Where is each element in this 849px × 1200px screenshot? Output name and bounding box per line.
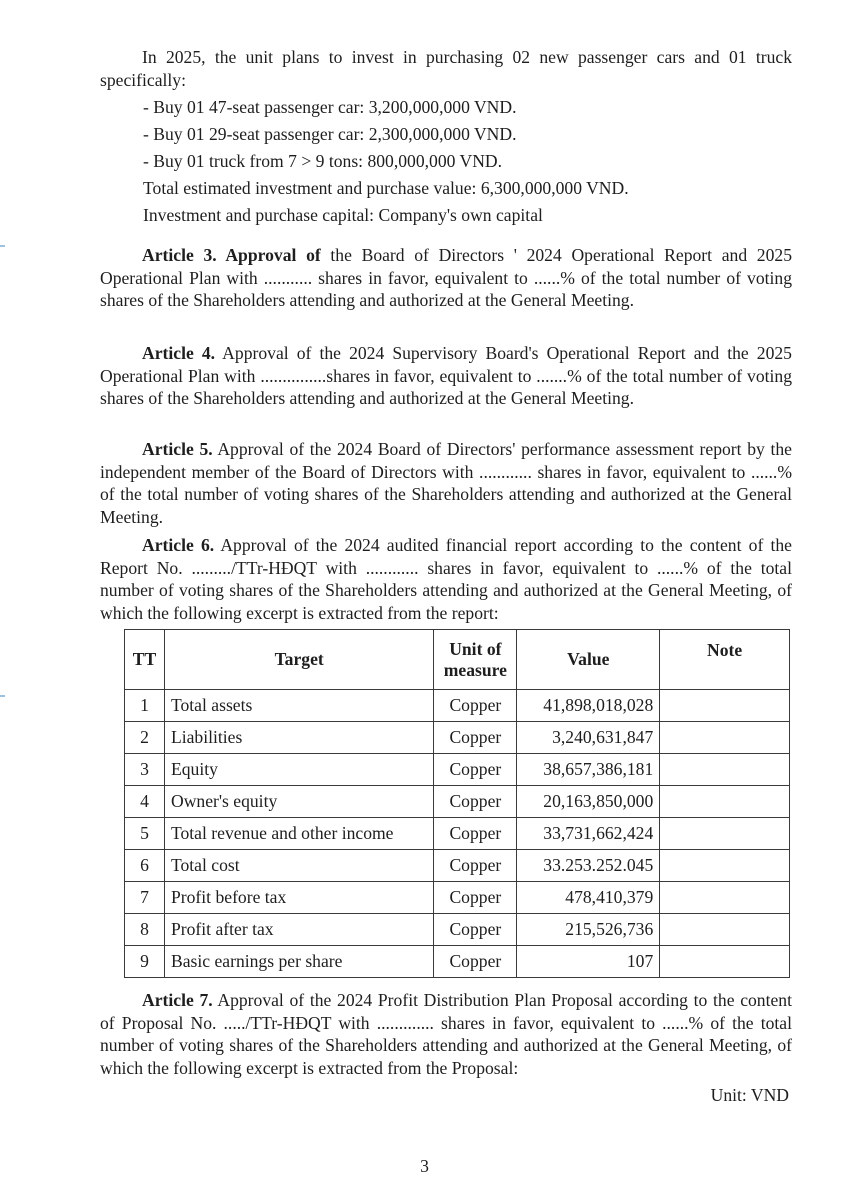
purchase-item: - Buy 01 truck from 7 > 9 tons: 800,000,000 VND. bbox=[143, 151, 503, 171]
row-target-cell: Total revenue and other income bbox=[164, 818, 433, 850]
table-row bbox=[125, 690, 790, 722]
total-investment: Total estimated investment and purchase value: 6,300,000,000 VND. bbox=[143, 178, 629, 198]
header-unit bbox=[434, 630, 517, 690]
row-value-cell: 38,657,386,181 bbox=[517, 754, 660, 786]
row-target-cell: Owner's equity bbox=[164, 786, 433, 818]
header-unit-line2: measure bbox=[443, 659, 507, 680]
table-row bbox=[125, 754, 790, 786]
purchase-item: - Buy 01 29-seat passenger car: 2,300,000,000 VND. bbox=[143, 124, 517, 144]
header-unit-line1: Unit of bbox=[449, 638, 502, 659]
purchase-item: - Buy 01 47-seat passenger car: 3,200,000,000 VND. bbox=[143, 97, 517, 117]
row-unit-cell: Copper bbox=[434, 722, 517, 754]
article-6-text: Approval of the 2024 audited financial report according to the content of the Report No. ........./TTr-HĐQT with ............ shares in favor, equivalent to ......% of the total number of voting shares of the Shareholders attending and authorized at the General Meeting, of which the following excerpt is extracted from the report: bbox=[100, 535, 792, 623]
row-note-cell bbox=[660, 914, 790, 946]
row-note-cell bbox=[660, 722, 790, 754]
article-4-heading: Article 4. bbox=[142, 343, 216, 363]
table-row bbox=[125, 946, 790, 978]
article-3 bbox=[100, 244, 792, 312]
table-header-row bbox=[125, 630, 790, 690]
row-note-cell bbox=[660, 786, 790, 818]
row-unit-cell: Copper bbox=[434, 818, 517, 850]
row-unit-cell: Copper bbox=[434, 946, 517, 978]
row-value-cell: 33,731,662,424 bbox=[517, 818, 660, 850]
article-4-text: Approval of the 2024 Supervisory Board's Operational Report and the 2025 Operational Plan with ...............shares in favor, equivalent to .......% of the total number of voting shares of the Shareholders attending and authorized at the General Meeting. bbox=[100, 343, 792, 408]
row-target-cell: Basic earnings per share bbox=[164, 946, 433, 978]
row-tt-cell: 3 bbox=[125, 754, 165, 786]
row-tt-cell: 4 bbox=[125, 786, 165, 818]
table-row bbox=[125, 882, 790, 914]
row-unit-cell: Copper bbox=[434, 914, 517, 946]
article-7-heading: Article 7. bbox=[142, 990, 213, 1010]
row-note-cell bbox=[660, 818, 790, 850]
row-target-cell: Total assets bbox=[164, 690, 433, 722]
row-value-cell: 33.253.252.045 bbox=[517, 850, 660, 882]
row-target-cell: Profit after tax bbox=[164, 914, 433, 946]
article-5 bbox=[100, 438, 792, 528]
header-note: Note bbox=[660, 630, 790, 690]
row-value-cell: 478,410,379 bbox=[517, 882, 660, 914]
row-unit-cell: Copper bbox=[434, 882, 517, 914]
row-tt-cell: 5 bbox=[125, 818, 165, 850]
row-value-cell: 215,526,736 bbox=[517, 914, 660, 946]
article-5-text: Approval of the 2024 Board of Directors' performance assessment report by the independent member of the Board of Directors with ............ shares in favor, equivalent to ......% of the total number of voting shares of the Shareholders attending and authorized at the General Meeting. bbox=[100, 439, 792, 527]
header-value: Value bbox=[517, 630, 660, 690]
table-row bbox=[125, 818, 790, 850]
article-5-heading: Article 5. bbox=[142, 439, 213, 459]
article-6 bbox=[100, 534, 792, 624]
row-tt-cell: 6 bbox=[125, 850, 165, 882]
row-note-cell bbox=[660, 690, 790, 722]
row-value-cell: 3,240,631,847 bbox=[517, 722, 660, 754]
row-unit-cell: Copper bbox=[434, 786, 517, 818]
row-value-cell: 20,163,850,000 bbox=[517, 786, 660, 818]
article-7-text: Approval of the 2024 Profit Distribution Plan Proposal according to the content of Proposal No. ...../TTr-HĐQT with ............. shares in favor, equivalent to ......% of the total number of voting shares of the Shareholders attending and authorized at the General Meeting, of which the following excerpt is extracted from the Proposal: bbox=[100, 990, 792, 1078]
article-6-heading: Article 6. bbox=[142, 535, 215, 555]
table-row bbox=[125, 786, 790, 818]
row-unit-cell: Copper bbox=[434, 754, 517, 786]
article-4 bbox=[100, 342, 792, 410]
row-target-cell: Liabilities bbox=[164, 722, 433, 754]
row-tt-cell: 7 bbox=[125, 882, 165, 914]
scan-margin-mark bbox=[0, 695, 5, 697]
row-target-cell: Profit before tax bbox=[164, 882, 433, 914]
article-7 bbox=[100, 989, 792, 1079]
row-target-cell: Total cost bbox=[164, 850, 433, 882]
table-row bbox=[125, 722, 790, 754]
table-row bbox=[125, 850, 790, 882]
table-row bbox=[125, 914, 790, 946]
row-note-cell bbox=[660, 754, 790, 786]
article-3-heading: Article 3. Approval of bbox=[142, 245, 321, 265]
table-body bbox=[125, 690, 790, 978]
row-tt-cell: 9 bbox=[125, 946, 165, 978]
row-value-cell: 107 bbox=[517, 946, 660, 978]
header-target: Target bbox=[164, 630, 433, 690]
row-target-cell: Equity bbox=[164, 754, 433, 786]
row-note-cell bbox=[660, 882, 790, 914]
row-tt-cell: 8 bbox=[125, 914, 165, 946]
row-unit-cell: Copper bbox=[434, 850, 517, 882]
row-tt-cell: 2 bbox=[125, 722, 165, 754]
row-note-cell bbox=[660, 946, 790, 978]
header-tt: TT bbox=[125, 630, 165, 690]
scan-margin-mark bbox=[0, 245, 5, 247]
row-tt-cell: 1 bbox=[125, 690, 165, 722]
article-3-text: the Board of Directors ' 2024 Operational Report and 2025 Operational Plan with ........... shares in favor, equivalent to ......% of the total number of voting shares of the Shareholders attending and authorized at the General Meeting. bbox=[100, 245, 792, 310]
row-unit-cell: Copper bbox=[434, 690, 517, 722]
financial-summary-table bbox=[124, 629, 790, 978]
row-note-cell bbox=[660, 850, 790, 882]
row-value-cell: 41,898,018,028 bbox=[517, 690, 660, 722]
intro-paragraph: In 2025, the unit plans to invest in purchasing 02 new passenger cars and 01 truck specifically: bbox=[100, 47, 792, 90]
page-number: 3 bbox=[420, 1156, 429, 1176]
investment-capital: Investment and purchase capital: Company's own capital bbox=[143, 205, 543, 225]
unit-line: Unit: VND bbox=[710, 1085, 789, 1105]
